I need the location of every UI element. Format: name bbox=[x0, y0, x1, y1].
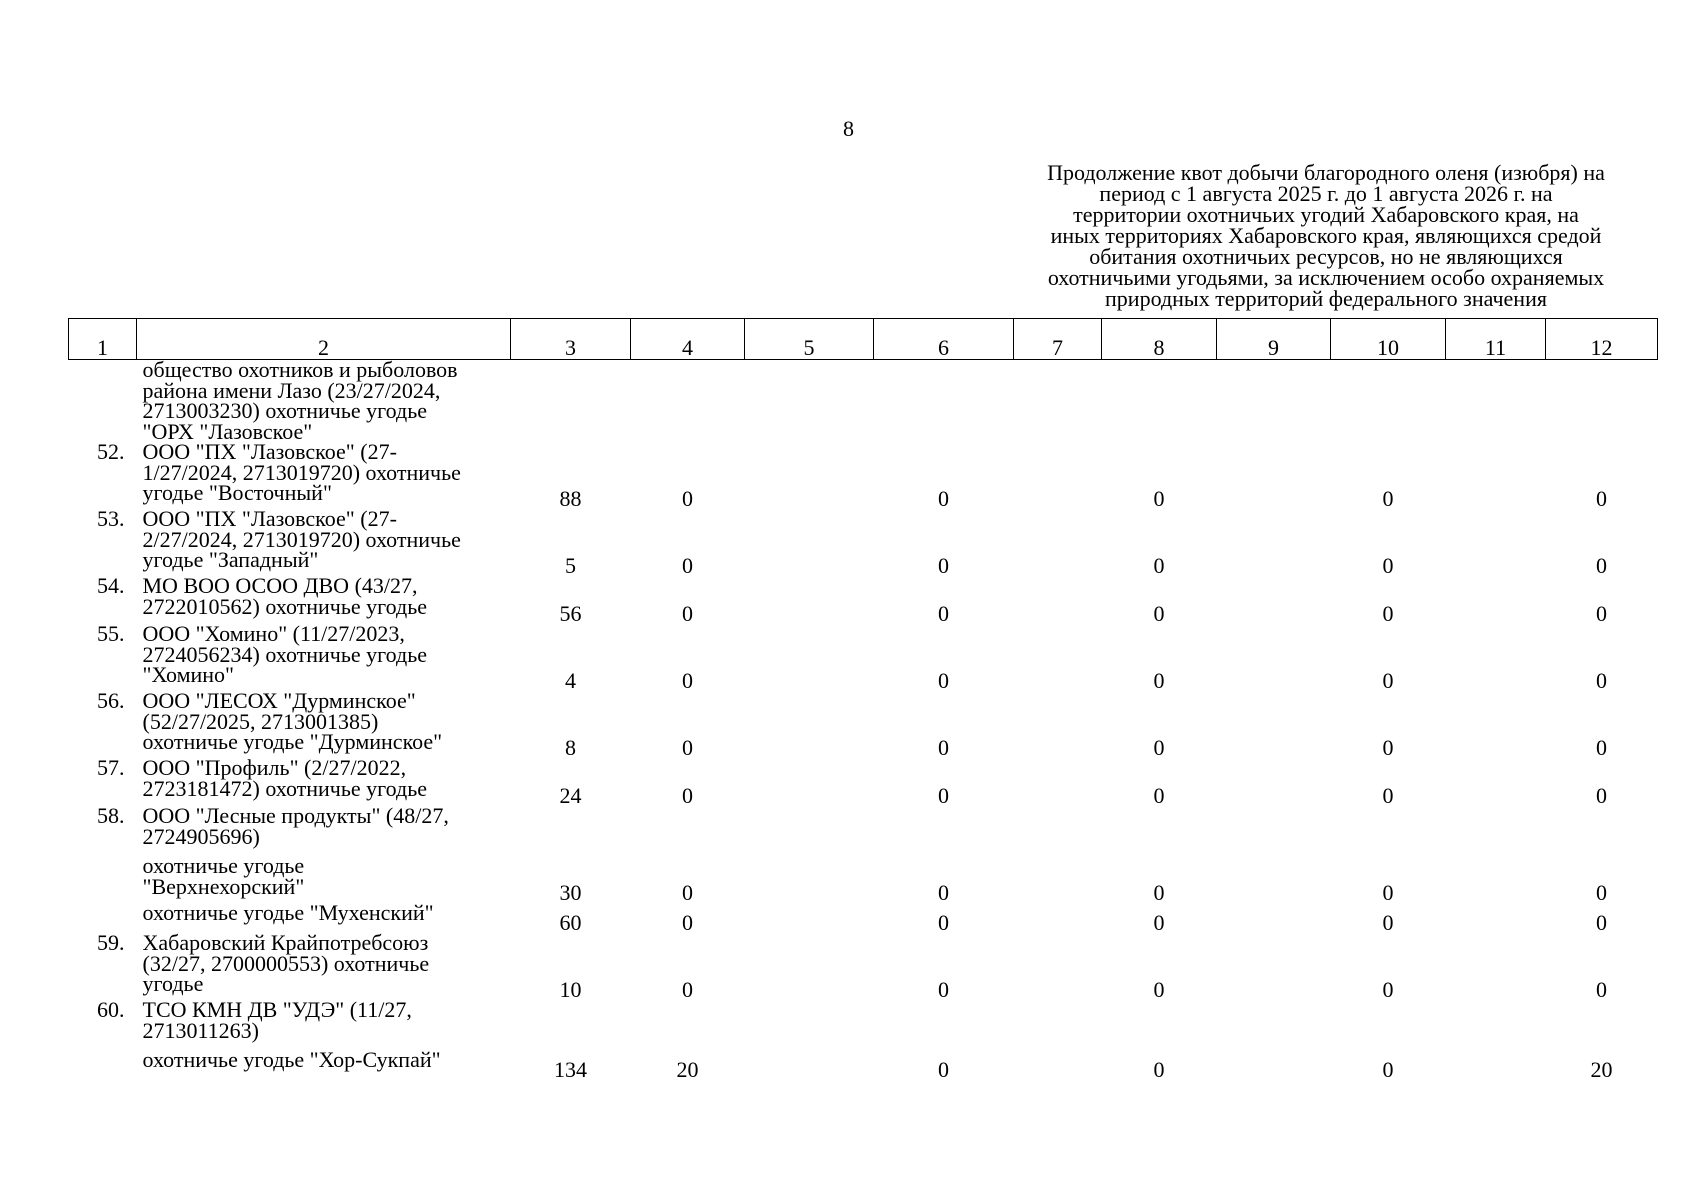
quota-value-c10: 0 bbox=[1382, 667, 1394, 693]
name-line: (52/27/2025, 2713001385) bbox=[142, 708, 379, 734]
empty-cell bbox=[1014, 1000, 1102, 1050]
row-number: 54. bbox=[97, 573, 125, 598]
column-number: 2 bbox=[137, 319, 511, 360]
column-number: 12 bbox=[1546, 319, 1658, 360]
quota-value-c3 bbox=[511, 360, 631, 443]
row-number bbox=[69, 903, 137, 933]
column-number: 1 bbox=[69, 319, 137, 360]
name-line: охотничье угодье "Мухенский" bbox=[142, 900, 434, 925]
quota-value-c6: 0 bbox=[938, 734, 949, 760]
quota-value-c12: 20 bbox=[1590, 1056, 1613, 1082]
empty-cell bbox=[1014, 1050, 1102, 1080]
quota-value-c10: 0 bbox=[1382, 734, 1394, 760]
quota-value-c6: 0 bbox=[938, 976, 949, 1002]
hunting-ground-name bbox=[137, 439, 511, 509]
empty-cell bbox=[1446, 1000, 1546, 1050]
empty-cell bbox=[1217, 360, 1331, 443]
quota-value-c6 bbox=[874, 1000, 1014, 1050]
empty-cell bbox=[1014, 903, 1102, 933]
quota-value-c6 bbox=[874, 360, 1014, 443]
column-number: 4 bbox=[631, 319, 745, 360]
name-line: угодье bbox=[142, 971, 204, 996]
row-number: 53. bbox=[97, 506, 125, 531]
empty-cell bbox=[745, 1050, 874, 1080]
empty-cell bbox=[1446, 691, 1546, 758]
title-line: период с 1 августа 2025 г. до 1 августа 2026 г. на bbox=[1099, 181, 1553, 206]
quota-value-c10: 0 bbox=[1382, 782, 1394, 808]
quota-value-c12: 0 bbox=[1596, 734, 1607, 760]
name-line: ООО "ЛЕСОХ "Дурминское" bbox=[142, 688, 416, 713]
quota-value-c12: 0 bbox=[1596, 552, 1607, 578]
quota-value-c3 bbox=[511, 1000, 631, 1050]
table-row bbox=[69, 1000, 1658, 1050]
quota-value-c4: 0 bbox=[682, 552, 693, 578]
quota-value-c10: 0 bbox=[1382, 600, 1394, 626]
hunting-ground-name bbox=[137, 930, 511, 1000]
column-number: 7 bbox=[1014, 319, 1102, 360]
quota-value-c6: 0 bbox=[938, 552, 949, 578]
quota-value-c12 bbox=[1546, 1000, 1658, 1050]
quota-value-c12: 0 bbox=[1596, 600, 1607, 626]
name-line: района имени Лазо (23/27/2024, bbox=[142, 377, 441, 403]
quota-value-c4 bbox=[631, 360, 745, 443]
empty-cell bbox=[1217, 509, 1331, 576]
empty-cell bbox=[1446, 856, 1546, 903]
quota-value-c10 bbox=[1331, 360, 1446, 443]
empty-cell bbox=[1217, 903, 1331, 933]
empty-cell bbox=[1014, 856, 1102, 903]
empty-cell bbox=[745, 903, 874, 933]
name-line: 2/27/2024, 2713019720) охотничье bbox=[142, 526, 461, 552]
quota-value-c8: 0 bbox=[1153, 734, 1165, 760]
empty-cell bbox=[1446, 576, 1546, 624]
empty-cell bbox=[1014, 442, 1102, 509]
row-number: 52. bbox=[97, 439, 125, 464]
quota-value-c6 bbox=[874, 806, 1014, 856]
name-line: угодье "Восточный" bbox=[142, 480, 332, 505]
table-row bbox=[69, 442, 1658, 509]
empty-cell bbox=[1217, 691, 1331, 758]
quota-value-c3: 5 bbox=[565, 552, 576, 578]
quota-value-c3 bbox=[511, 806, 631, 856]
table-row bbox=[69, 624, 1658, 691]
empty-cell bbox=[745, 360, 874, 443]
empty-cell bbox=[1446, 360, 1546, 443]
column-number: 3 bbox=[511, 319, 631, 360]
quota-value-c8: 0 bbox=[1153, 782, 1165, 808]
quota-value-c8: 0 bbox=[1153, 667, 1165, 693]
empty-cell bbox=[1014, 758, 1102, 806]
quota-value-c12 bbox=[1546, 806, 1658, 856]
name-line: 2713003230) охотничье угодье bbox=[142, 398, 428, 423]
quota-value-c8: 0 bbox=[1153, 552, 1165, 578]
name-line: общество охотников и рыболовов bbox=[142, 357, 458, 382]
table-row bbox=[69, 1050, 1658, 1080]
quota-value-c3: 60 bbox=[559, 909, 582, 935]
table-row bbox=[69, 806, 1658, 856]
table-row bbox=[69, 856, 1658, 903]
quota-value-c8 bbox=[1102, 360, 1217, 443]
quota-value-c6: 0 bbox=[938, 879, 949, 905]
hunting-ground-name bbox=[137, 621, 511, 691]
name-line: Хабаровский Крайпотребсоюз bbox=[142, 930, 429, 955]
quota-value-c10: 0 bbox=[1382, 879, 1394, 905]
row-number bbox=[69, 1050, 137, 1080]
quota-value-c10: 0 bbox=[1382, 552, 1394, 578]
column-number: 6 bbox=[874, 319, 1014, 360]
hunting-ground-name bbox=[137, 506, 511, 576]
hunting-ground-name bbox=[137, 755, 511, 806]
empty-cell bbox=[1217, 442, 1331, 509]
title-line: Продолжение квот добычи благородного оленя (изюбря) на bbox=[1047, 160, 1605, 185]
hunting-ground-name bbox=[137, 900, 511, 933]
quota-value-c8: 0 bbox=[1153, 1056, 1165, 1082]
row-number: 58. bbox=[97, 803, 125, 828]
table-row bbox=[69, 758, 1658, 806]
row-number bbox=[69, 856, 137, 903]
empty-cell bbox=[1217, 933, 1331, 1000]
quota-value-c3: 10 bbox=[559, 976, 582, 1002]
name-line: ООО "Лесные продукты" (48/27, bbox=[142, 803, 449, 828]
row-number: 56. bbox=[97, 688, 125, 713]
quota-value-c4: 0 bbox=[682, 782, 693, 808]
quota-value-c8: 0 bbox=[1153, 879, 1165, 905]
column-number: 11 bbox=[1446, 319, 1546, 360]
quota-value-c8: 0 bbox=[1153, 485, 1165, 511]
empty-cell bbox=[1446, 806, 1546, 856]
empty-cell bbox=[745, 442, 874, 509]
empty-cell bbox=[745, 758, 874, 806]
quota-value-c8: 0 bbox=[1153, 600, 1165, 626]
page-number: 8 bbox=[843, 116, 854, 141]
empty-cell bbox=[1446, 442, 1546, 509]
quota-value-c12 bbox=[1546, 360, 1658, 443]
quota-value-c10: 0 bbox=[1382, 485, 1394, 511]
hunting-ground-name bbox=[137, 997, 511, 1050]
name-line: ООО "Профиль" (2/27/2022, bbox=[142, 755, 407, 780]
quota-value-c10: 0 bbox=[1382, 1056, 1394, 1082]
name-line: охотничье угодье bbox=[142, 853, 305, 878]
quota-value-c12: 0 bbox=[1596, 976, 1607, 1002]
empty-cell bbox=[745, 856, 874, 903]
empty-cell bbox=[1217, 576, 1331, 624]
empty-cell bbox=[1217, 624, 1331, 691]
quota-value-c12: 0 bbox=[1596, 879, 1607, 905]
name-line: охотничье угодье "Дурминское" bbox=[142, 729, 443, 754]
quota-value-c3: 30 bbox=[559, 879, 582, 905]
empty-cell bbox=[1014, 509, 1102, 576]
quota-value-c4: 0 bbox=[682, 667, 693, 693]
quota-table bbox=[68, 318, 1658, 1080]
quota-value-c3: 8 bbox=[565, 734, 576, 760]
empty-cell bbox=[1217, 1050, 1331, 1080]
quota-value-c8: 0 bbox=[1153, 976, 1165, 1002]
empty-cell bbox=[745, 933, 874, 1000]
quota-value-c12: 0 bbox=[1596, 782, 1607, 808]
title-line: природных территорий федерального значения bbox=[1105, 286, 1547, 311]
quota-value-c4: 0 bbox=[682, 600, 693, 626]
empty-cell bbox=[1014, 360, 1102, 443]
quota-value-c3: 88 bbox=[559, 485, 582, 511]
name-line: "Хомино" bbox=[142, 662, 235, 687]
table-row bbox=[69, 576, 1658, 624]
empty-cell bbox=[1446, 509, 1546, 576]
quota-value-c8 bbox=[1102, 806, 1217, 856]
name-line: ООО "Хомино" (11/27/2023, bbox=[142, 621, 405, 646]
empty-cell bbox=[1014, 806, 1102, 856]
name-line: 2723181472) охотничье угодье bbox=[142, 775, 428, 801]
empty-cell bbox=[745, 576, 874, 624]
title-line: иных территориях Хабаровского края, являющихся средой bbox=[1050, 223, 1602, 248]
name-line: 2713011263) bbox=[142, 1017, 260, 1043]
name-line: 2724905696) bbox=[142, 823, 260, 849]
title-line: территории охотничьих угодий Хабаровского края, на bbox=[1073, 202, 1579, 227]
quota-value-c10: 0 bbox=[1382, 976, 1394, 1002]
empty-cell bbox=[1446, 903, 1546, 933]
empty-cell bbox=[1446, 624, 1546, 691]
table-row bbox=[69, 903, 1658, 933]
hunting-ground-name bbox=[137, 1047, 511, 1080]
table-row bbox=[69, 933, 1658, 1000]
empty-cell bbox=[1217, 856, 1331, 903]
name-line: "ОРХ "Лазовское" bbox=[142, 418, 313, 444]
name-line: 1/27/2024, 2713019720) охотничье bbox=[142, 459, 461, 485]
quota-value-c6: 0 bbox=[938, 600, 949, 626]
quota-value-c4: 20 bbox=[676, 1056, 699, 1082]
empty-cell bbox=[1014, 691, 1102, 758]
quota-value-c6: 0 bbox=[938, 667, 949, 693]
quota-value-c4 bbox=[631, 806, 745, 856]
quota-value-c4: 0 bbox=[682, 976, 693, 1002]
table-row bbox=[69, 360, 1658, 443]
name-line: охотничье угодье "Хор-Сукпай" bbox=[142, 1047, 441, 1072]
name-line: 2722010562) охотничье угодье bbox=[142, 593, 428, 619]
quota-value-c12: 0 bbox=[1596, 485, 1607, 511]
empty-cell bbox=[1446, 933, 1546, 1000]
empty-cell bbox=[1014, 624, 1102, 691]
row-number bbox=[69, 360, 137, 443]
quota-value-c4 bbox=[631, 1000, 745, 1050]
quota-value-c4: 0 bbox=[682, 879, 693, 905]
column-number: 10 bbox=[1331, 319, 1446, 360]
empty-cell bbox=[1446, 1050, 1546, 1080]
hunting-ground-name bbox=[137, 853, 511, 903]
empty-cell bbox=[745, 691, 874, 758]
name-line: "Верхнехорский" bbox=[142, 873, 305, 899]
column-numbers-row bbox=[69, 319, 1658, 360]
quota-value-c6: 0 bbox=[938, 782, 949, 808]
column-number: 5 bbox=[745, 319, 874, 360]
row-number: 60. bbox=[97, 997, 125, 1022]
quota-value-c4: 0 bbox=[682, 734, 693, 760]
row-number: 55. bbox=[97, 621, 125, 646]
row-number: 57. bbox=[97, 755, 125, 780]
hunting-ground-name bbox=[137, 573, 511, 624]
quota-value-c6: 0 bbox=[938, 1056, 949, 1082]
name-line: угодье "Западный" bbox=[142, 547, 319, 572]
quota-value-c10 bbox=[1331, 806, 1446, 856]
quota-value-c3: 4 bbox=[565, 667, 576, 693]
name-line: МО ВОО ОСОО ДВО (43/27, bbox=[142, 573, 418, 598]
empty-cell bbox=[1014, 933, 1102, 1000]
empty-cell bbox=[1446, 758, 1546, 806]
quota-value-c6: 0 bbox=[938, 909, 949, 935]
empty-cell bbox=[1217, 758, 1331, 806]
quota-value-c6: 0 bbox=[938, 485, 949, 511]
column-number: 8 bbox=[1102, 319, 1217, 360]
empty-cell bbox=[1217, 1000, 1331, 1050]
title-line: обитания охотничьих ресурсов, но не являющихся bbox=[1089, 244, 1563, 269]
name-line: (32/27, 2700000553) охотничье bbox=[142, 950, 430, 976]
table-row bbox=[69, 509, 1658, 576]
name-line: ООО "ПХ "Лазовское" (27- bbox=[142, 506, 397, 531]
hunting-ground-name bbox=[137, 688, 511, 758]
table-row bbox=[69, 691, 1658, 758]
empty-cell bbox=[745, 509, 874, 576]
quota-value-c10: 0 bbox=[1382, 909, 1394, 935]
table-continuation-title bbox=[1010, 162, 1642, 309]
empty-cell bbox=[745, 806, 874, 856]
name-line: ТСО КМН ДВ "УДЭ" (11/27, bbox=[142, 997, 412, 1022]
empty-cell bbox=[745, 624, 874, 691]
quota-value-c4: 0 bbox=[682, 909, 693, 935]
name-line: 2724056234) охотничье угодье bbox=[142, 641, 428, 667]
name-line: ООО "ПХ "Лазовское" (27- bbox=[142, 439, 397, 464]
empty-cell bbox=[1217, 806, 1331, 856]
quota-value-c12: 0 bbox=[1596, 909, 1607, 935]
column-number: 9 bbox=[1217, 319, 1331, 360]
quota-value-c12: 0 bbox=[1596, 667, 1607, 693]
quota-value-c10 bbox=[1331, 1000, 1446, 1050]
hunting-ground-name bbox=[137, 357, 511, 444]
empty-cell bbox=[1014, 576, 1102, 624]
empty-cell bbox=[745, 1000, 874, 1050]
quota-table-body bbox=[69, 319, 1658, 1081]
quota-value-c3: 134 bbox=[554, 1056, 587, 1082]
quota-value-c3: 24 bbox=[559, 782, 582, 808]
title-line: охотничьими угодьями, за исключением особо охраняемых bbox=[1047, 265, 1605, 290]
row-number: 59. bbox=[97, 930, 125, 955]
hunting-ground-name bbox=[137, 803, 511, 856]
quota-value-c8: 0 bbox=[1153, 909, 1165, 935]
quota-value-c3: 56 bbox=[559, 600, 582, 626]
quota-value-c8 bbox=[1102, 1000, 1217, 1050]
quota-value-c4: 0 bbox=[682, 485, 693, 511]
